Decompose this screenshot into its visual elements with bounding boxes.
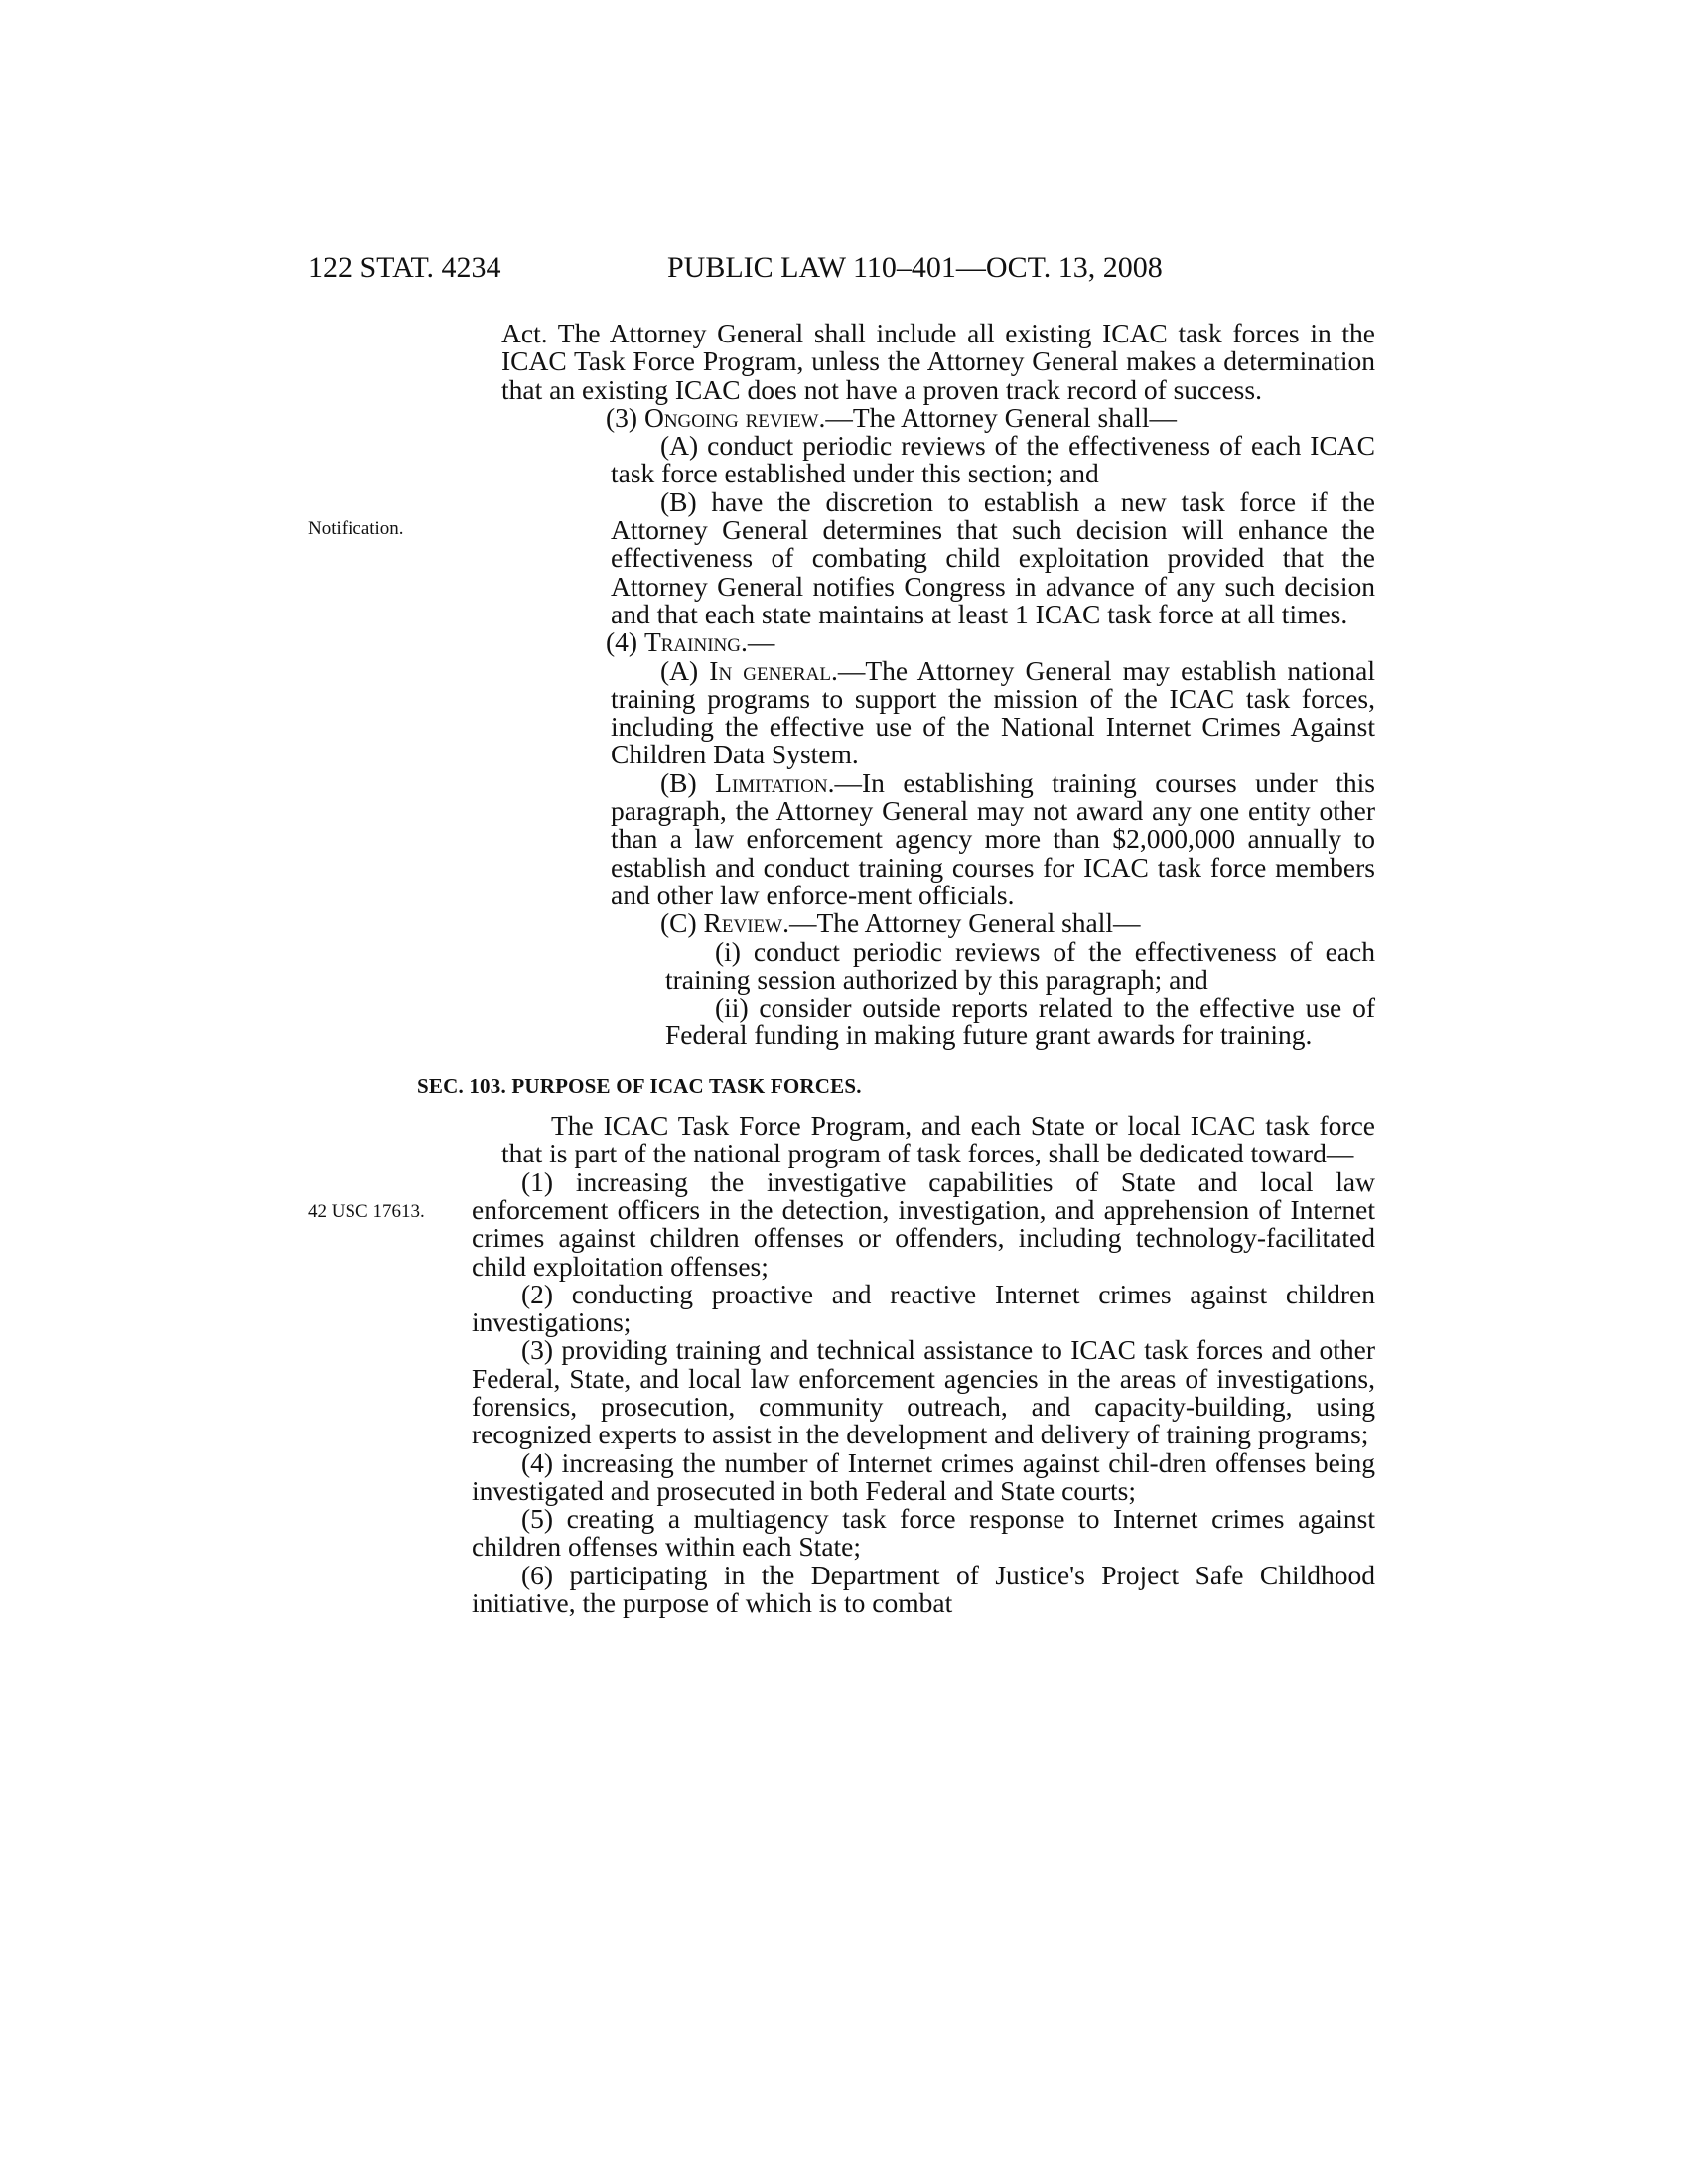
paragraph-text: .—The Attorney General may establish national training programs to support the mission of the ICAC task forces, including the effective use of the National Internet Crimes Against Children Data System. (611, 654, 1375, 770)
paragraph-heading: Ongoing review (643, 401, 819, 433)
margin-note-usc: 42 USC 17613. (308, 1201, 425, 1222)
paragraph-number: (4) (606, 626, 638, 658)
paragraph-text: .—The Attorney General shall— (818, 401, 1177, 433)
paragraph-heading: In general (709, 654, 831, 686)
paragraph-number: (C) (660, 907, 697, 939)
paragraph-text: .—The Attorney General shall— (782, 907, 1141, 939)
section-intro: The ICAC Task Force Program, and each State or local ICAC task force that is part of the national program of task forces, shall be dedicated toward— (501, 1110, 1375, 1169)
margin-note-notification: Notification. (308, 518, 404, 539)
paragraph-number: (B) (660, 766, 697, 798)
running-title: PUBLIC LAW 110–401—OCT. 13, 2008 (667, 251, 1163, 284)
paragraph-4 (501, 628, 1375, 656)
paragraph-heading: Training (643, 626, 741, 658)
section-item-6: (6) participating in the Department of Justice's Project Safe Childhood initiative, the purpose of which is to combat (472, 1559, 1375, 1619)
paragraph-heading: Review (703, 907, 783, 939)
section-heading: SEC. 103. PURPOSE OF ICAC TASK FORCES. (417, 1073, 862, 1098)
section-item-5: (5) creating a multiagency task force response to Internet crimes against children offenses within each State; (472, 1503, 1375, 1563)
paragraph-4c (501, 909, 1375, 937)
body-text (417, 318, 1376, 1619)
paragraph-3b: (B) have the discretion to establish a new task force if the Attorney General determines that such decision will enhance the effectiveness of combating child exploitation provided that the Attorney General notifies Congress in advance of any such decision and that each state maintains at least 1 ICAC task force at all times. (611, 485, 1375, 629)
paragraph-4c-i: (i) conduct periodic reviews of the effectiveness of each training session authorized by this paragraph; and (665, 935, 1375, 995)
paragraph-3a: (A) conduct periodic reviews of the effectiveness of each ICAC task force established under this section; and (611, 430, 1375, 489)
paragraph-4b (501, 766, 1376, 910)
paragraph-number: (A) (660, 654, 699, 686)
paragraph-continuation: Act. The Attorney General shall include all existing ICAC task forces in the ICAC Task Force Program, unless the Attorney General makes a determination that an existing ICAC does not have a proven track record of success. (501, 318, 1375, 405)
paragraph-heading: Limitation (715, 766, 828, 798)
paragraph-text: .—In establishing training courses under this paragraph, the Attorney General may not award any one entity other than a law enforcement agency more than $2,000,000 annually to establish and conduct training courses for ICAC task force members and other law enforce-ment officials. (611, 766, 1376, 910)
paragraph-4c-ii: (ii) consider outside reports related to the effective use of Federal funding in making future grant awards for training. (665, 992, 1375, 1051)
section-item-2: (2) conducting proactive and reactive Internet crimes against children investigations; (472, 1278, 1375, 1338)
section-item-4: (4) increasing the number of Internet crimes against chil-dren offenses being investigated and prosecuted in both Federal and State courts; (472, 1446, 1375, 1506)
section-item-3: (3) providing training and technical assistance to ICAC task forces and other Federal, State, and local law enforcement agencies in the areas of investigations, forensics, prosecution, community outreach, and capacity-building, using recognized experts to assist in the development and delivery of training programs; (472, 1334, 1375, 1450)
statute-page-number: 122 STAT. 4234 (308, 251, 501, 284)
paragraph-3 (501, 401, 1375, 433)
paragraph-text: .— (740, 626, 775, 658)
paragraph-4a (501, 654, 1375, 770)
section-item-1: (1) increasing the investigative capabilities of State and local law enforcement officers in the detection, investigation, and apprehension of Internet crimes against children offenses or offenders, including technology-facilitated child exploitation offenses; (472, 1165, 1375, 1282)
paragraph-number: (3) (606, 401, 638, 433)
